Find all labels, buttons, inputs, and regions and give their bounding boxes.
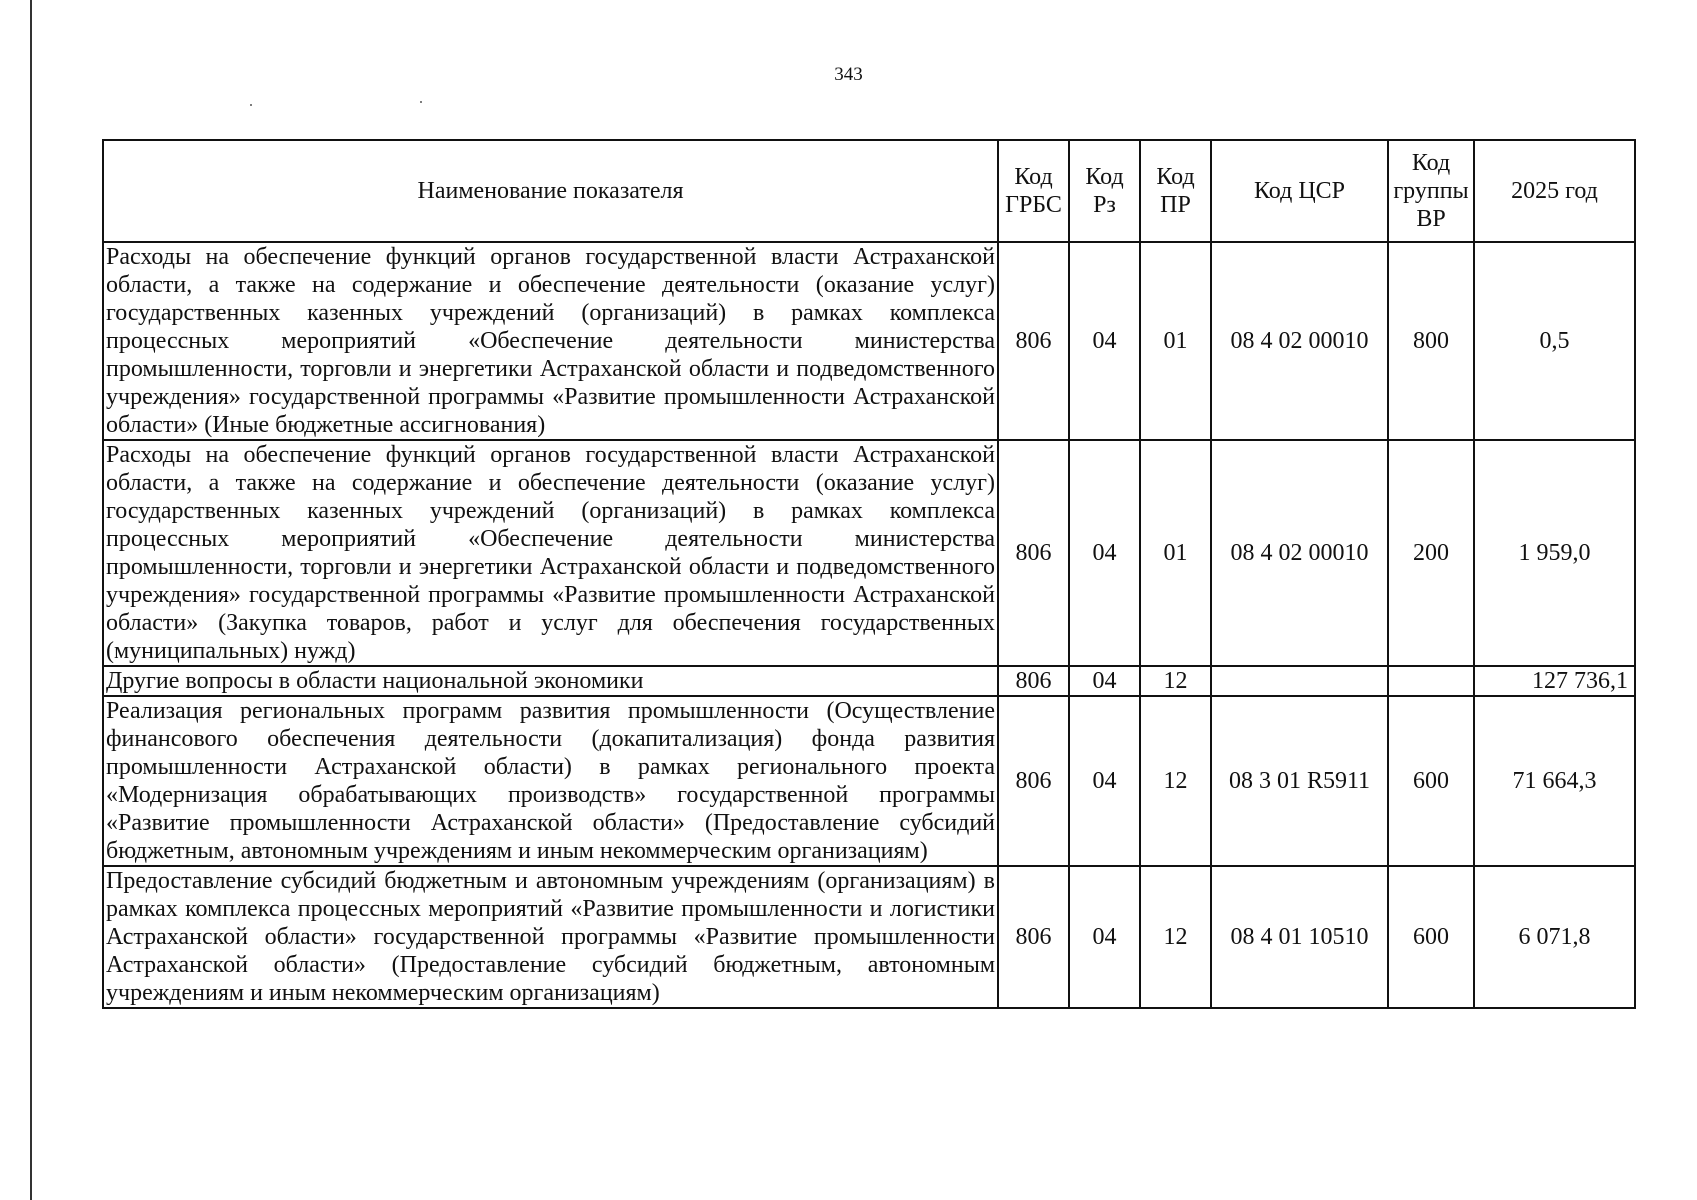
table-row [103,242,1635,440]
table-row [103,440,1635,666]
grbs-code: 806 [998,440,1069,666]
indicator-name: Расходы на обеспечение функций органов государственной власти Астраханской области, а также на содержание и обеспечение деятельности (оказание услуг) государственных казенных учреждений (организаций) в рамках комплекса процессных мероприятий «Обеспечение деятельности министерства промышленности, торговли и энергетики Астраханской области и подведомственного учреждения» государственной программы «Развитие промышленности Астраханской области» (Иные бюджетные ассигнования) [103,242,998,440]
amount-2025: 1 959,0 [1474,440,1635,666]
amount-2025: 0,5 [1474,242,1635,440]
indicator-name: Предоставление субсидий бюджетным и автономным учреждениям (организациям) в рамках комплекса процессных мероприятий «Развитие промышленности и логистики Астраханской области» государственной программы «Развитие промышленности Астраханской области» (Предоставление субсидий бюджетным, автономным учреждениям и иным некоммерческим организациям) [103,866,998,1008]
grbs-code: 806 [998,696,1069,866]
header-name: Наименование показателя [103,140,998,242]
indicator-name: Реализация региональных программ развития промышленности (Осуществление финансового обеспечения деятельности (докапитализация) фонда развития промышленности Астраханской области) в рамках регионального проекта «Модернизация обрабатывающих производств» государственной программы «Развитие промышленности Астраханской области» (Предоставление субсидий бюджетным, автономным учреждениям и иным некоммерческим организациям) [103,696,998,866]
rz-code: 04 [1069,696,1140,866]
rz-code: 04 [1069,666,1140,696]
table-row [103,666,1635,696]
pr-code: 01 [1140,440,1211,666]
csr-code: 08 3 01 R5911 [1211,696,1388,866]
header-year: 2025 год [1474,140,1635,242]
csr-code [1211,666,1388,696]
header-grbs: Код ГРБС [998,140,1069,242]
table-row [103,866,1635,1008]
vr-code: 600 [1388,696,1474,866]
vr-code [1388,666,1474,696]
header-rz: Код Рз [1069,140,1140,242]
vr-code: 800 [1388,242,1474,440]
rz-code: 04 [1069,440,1140,666]
budget-table [102,139,1636,1009]
page-edge-rule [30,0,32,1200]
csr-code: 08 4 01 10510 [1211,866,1388,1008]
indicator-name: Другие вопросы в области национальной экономики [103,666,998,696]
scan-speck [250,104,252,106]
grbs-code: 806 [998,866,1069,1008]
pr-code: 12 [1140,866,1211,1008]
csr-code: 08 4 02 00010 [1211,440,1388,666]
header-vr: Код группы ВР [1388,140,1474,242]
rz-code: 04 [1069,866,1140,1008]
pr-code: 12 [1140,696,1211,866]
rz-code: 04 [1069,242,1140,440]
vr-code: 600 [1388,866,1474,1008]
header-csr: Код ЦСР [1211,140,1388,242]
pr-code: 01 [1140,242,1211,440]
vr-code: 200 [1388,440,1474,666]
scan-speck [420,101,422,103]
amount-2025: 6 071,8 [1474,866,1635,1008]
grbs-code: 806 [998,666,1069,696]
amount-2025: 71 664,3 [1474,696,1635,866]
table-row [103,696,1635,866]
page-number: 343 [834,64,863,85]
csr-code: 08 4 02 00010 [1211,242,1388,440]
indicator-name: Расходы на обеспечение функций органов государственной власти Астраханской области, а также на содержание и обеспечение деятельности (оказание услуг) государственных казенных учреждений (организаций) в рамках комплекса процессных мероприятий «Обеспечение деятельности министерства промышленности, торговли и энергетики Астраханской области и подведомственного учреждения» государственной программы «Развитие промышленности Астраханской области» (Закупка товаров, работ и услуг для обеспечения государственных (муниципальных) нужд) [103,440,998,666]
amount-2025: 127 736,1 [1474,666,1635,696]
grbs-code: 806 [998,242,1069,440]
pr-code: 12 [1140,666,1211,696]
header-row [103,140,1635,242]
header-pr: Код ПР [1140,140,1211,242]
